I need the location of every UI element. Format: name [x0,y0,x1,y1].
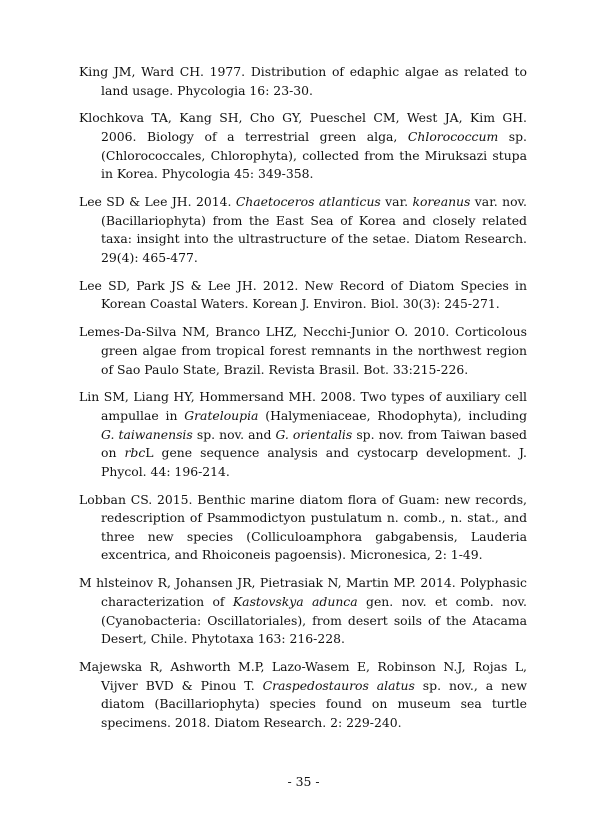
reference-entry [79,491,527,565]
species-name: Grateloupia [184,407,259,423]
reference-text: sp. nov. from Taiwan based on [101,426,527,461]
species-name: Craspedostauros alatus [262,677,415,693]
reference-text: var. [380,194,413,210]
reference-text: Lemes-Da-Silva NM, Branco LHZ, Necchi-Junior O. 2010. Corticolous green algae from tropical forest remnants in the northwest region of Sao Paulo State, Brazil. Revista Brasil. Bot. 33:215-226. [79,324,527,377]
species-name: G. taiwanensis [101,426,193,442]
reference-text: sp. nov. and [192,426,276,442]
reference-text: Lee SD & Lee JH. 2014. [79,194,236,210]
reference-text: Majewska R, Ashworth M.P, Lazo-Wasem E, Robinson N.J, Rojas L, Vijver BVD & Pinou T. [79,659,527,693]
reference-text: Lin SM, Liang HY, Hommersand MH. 2008. Two types of auxiliary cell ampullae in [79,389,527,423]
reference-entry [79,574,527,648]
reference-text: var. nov. (Bacillariophyta) from the East Sea of Korea and closely related taxa: insight into the ultrastructure of the setae. Diatom Research. 29(4): 465-477. [101,194,527,265]
reference-text: Klochkova TA, Kang SH, Cho GY, Pueschel CM, West JA, Kim GH. 2006. Biology of a terrestrial green alga, [79,110,527,145]
reference-text: Lee SD, Park JS & Lee JH. 2012. New Record of Diatom Species in Korean Coastal Waters. Korean J. Environ. Biol. 30(3): 245-271. [79,277,527,312]
species-name: G. orientalis [275,426,353,442]
reference-entry [79,323,527,379]
reference-text: gen. nov. et comb. nov. (Cyanobacteria: Oscillatoriales), from desert soils of the Atacama Desert, Chile. Phytotaxa 163: 216-228. [101,593,527,647]
reference-entry [79,63,527,100]
species-name: Kastovskya adunca [232,593,358,609]
species-name: koreanus [412,194,471,210]
reference-text: sp. nov., a new diatom (Bacillariophyta) species found on museum sea turtle specimens. 2018. Diatom Research. 2: 229-240. [101,677,527,730]
reference-text: L gene sequence analysis and cystocarp development. J. Phycol. 44: 196-214. [101,445,527,479]
reference-text: sp. (Chlorococcales, Chlorophyta), collected from the Miruksazi stupa in Korea. Phycologia 45: 349-358. [101,129,527,182]
gene-name: rbc [124,445,146,461]
reference-text: Lobban CS. 2015. Benthic marine diatom flora of Guam: new records, redescription of Psammodictyon pustulatum n. comb., n. stat., and three new species (Colliculoamphora gabgabensis, Lauderia excentrica, and Rhoiconeis pagoensis). Micronesica, 2: 1-49. [79,491,527,563]
reference-entry [79,277,527,314]
species-name: Chlorococcum [407,129,499,145]
reference-text: King JM, Ward CH. 1977. Distribution of edaphic algae as related to land usage. Phycologia 16: 23-30. [79,64,527,98]
reference-entry [79,388,527,481]
reference-entry [79,658,527,732]
reference-list [79,63,527,742]
species-name: Chaetoceros atlanticus [235,194,381,210]
page-number: - 35 - [287,774,320,789]
reference-text: M hlsteinov R, Johansen JR, Pietrasiak N, Martin MP. 2014. Polyphasic characterization of [79,575,527,609]
reference-entry [79,193,527,267]
reference-text: (Halymeniaceae, Rhodophyta), including [258,407,528,423]
reference-entry [79,109,527,183]
